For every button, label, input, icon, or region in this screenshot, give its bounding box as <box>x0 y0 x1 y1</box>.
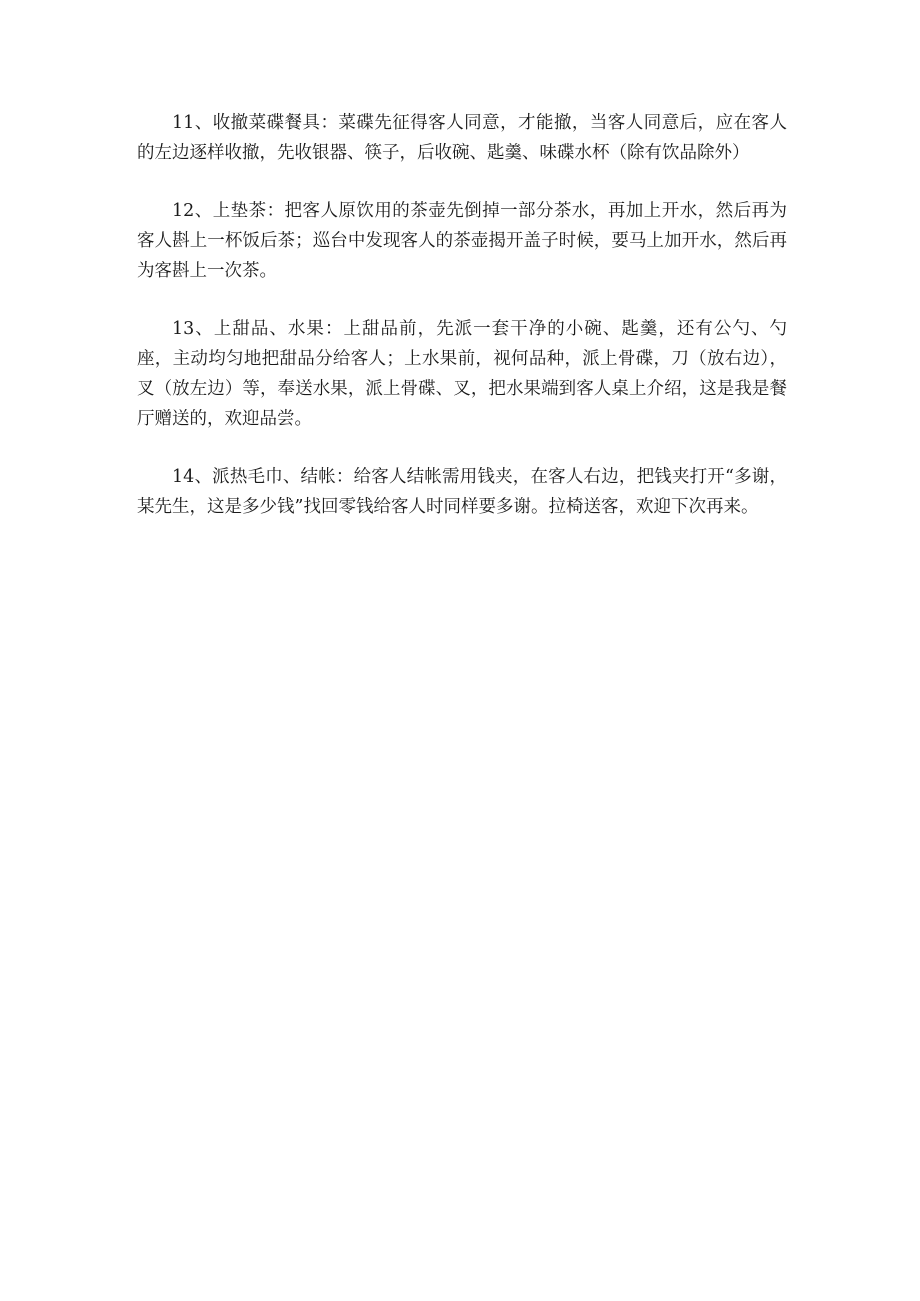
paragraph-14-towel-checkout: 14、派热毛巾、结帐：给客人结帐需用钱夹，在客人右边，把钱夹打开“多谢，某先生，这是多少钱”找回零钱给客人时同样要多谢。拉椅送客，欢迎下次再来。 <box>137 467 787 517</box>
paragraph-11-collect-dishes: 11、收撤菜碟餐具：菜碟先征得客人同意，才能撤，当客人同意后，应在客人的左边逐样收撤，先收银器、筷子，后收碗、匙羹、味碟水杯（除有饮品除外） <box>137 113 787 163</box>
document-body <box>137 108 787 550</box>
paragraph-12-refill-tea: 12、上垫茶：把客人原饮用的茶壶先倒掉一部分茶水，再加上开水，然后再为客人斟上一杯饭后茶；巡台中发现客人的茶壶揭开盖子时候，要马上加开水，然后再为客斟上一次茶。 <box>137 201 787 281</box>
paragraph-13-dessert-fruit: 13、上甜品、水果：上甜品前，先派一套干净的小碗、匙羹，还有公勺、勺座，主动均匀地把甜品分给客人；上水果前，视何品种，派上骨碟，刀（放右边），叉（放左边）等，奉送水果，派上骨碟、叉，把水果端到客人桌上介绍，这是我是餐厅赠送的，欢迎品尝。 <box>137 319 787 429</box>
